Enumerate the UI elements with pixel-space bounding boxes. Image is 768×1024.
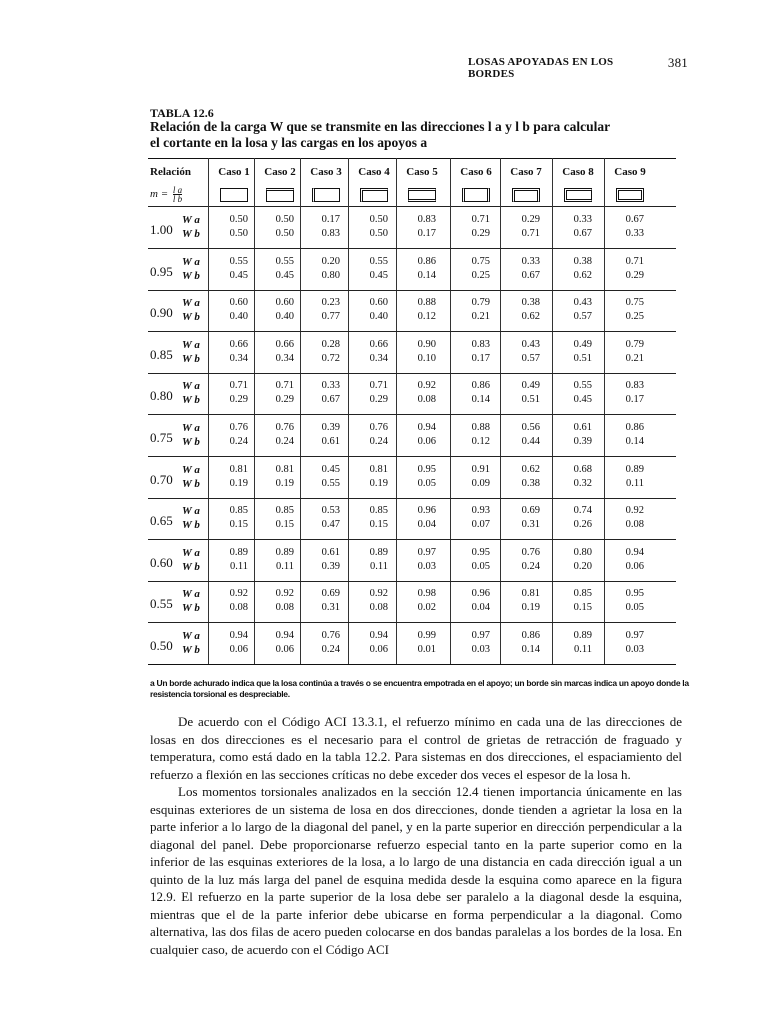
table-row [148,252,676,292]
wb-cell: 0.15 [229,519,248,531]
wb-cell: 0.11 [574,644,592,655]
case-3-diagram-icon [312,188,340,202]
case-1-diagram-icon [220,188,248,202]
wa-cell: 0.83 [625,380,644,392]
wa-cell: 0.38 [573,255,592,267]
wa-cell: 0.43 [573,297,592,309]
wb-cell: 0.26 [573,519,592,531]
wb-cell: 0.55 [321,477,340,489]
wb-cell: 0.15 [573,602,592,614]
wa-cell: 0.85 [573,588,592,600]
wb-cell: 0.31 [521,519,540,531]
ratio-m-value: 0.75 [150,430,173,445]
wa-cell: 0.79 [625,338,644,350]
wb-cell: 0.05 [417,477,436,489]
table-row [148,543,676,583]
case-7-diagram-icon [512,188,540,202]
wb-cell: 0.31 [321,602,340,614]
wb-cell: 0.83 [321,228,340,239]
wb-cell: 0.17 [417,228,436,239]
wb-cell: 0.04 [417,519,436,531]
header-rule [148,206,676,207]
wb-cell: 0.07 [471,519,490,531]
wa-cell: 0.39 [321,422,340,433]
wa-label: W a [182,422,200,434]
wb-cell: 0.06 [625,560,644,572]
body-text [150,713,682,958]
wa-cell: 0.75 [625,297,644,309]
running-title: LOSAS APOYADAS EN LOS BORDES [468,56,614,80]
table-row [148,418,676,458]
wa-cell: 0.76 [369,422,388,433]
ratio-m-value: 0.50 [150,638,173,653]
wb-cell: 0.03 [625,644,644,655]
wb-label: W b [182,560,200,573]
wa-label: W a [182,380,200,393]
row-rule [148,539,676,540]
wa-cell: 0.60 [275,297,294,309]
table-top-rule [148,158,676,159]
wa-cell: 0.88 [471,422,490,433]
col-header-case-2: Caso 2 [264,166,296,178]
table-row [148,376,676,416]
wb-cell: 0.19 [275,477,294,489]
table-footnote: a Un borde achurado indica que la losa continúa a través o se encuentra empotrada en el apoyo; un borde sin marcas indica un apoyo donde la resistencia torsional es despreciable. [150,678,689,699]
wb-cell: 0.03 [417,560,436,572]
wb-cell: 0.11 [370,560,388,572]
m-symbol: m = [150,188,169,201]
wb-cell: 0.62 [573,269,592,281]
wa-cell: 0.23 [321,297,340,309]
wb-cell: 0.12 [471,436,490,447]
wb-cell: 0.61 [321,436,340,447]
wb-cell: 0.14 [471,394,490,406]
wb-cell: 0.03 [471,644,490,655]
row-rule [148,622,676,623]
wb-cell: 0.08 [275,602,294,614]
wa-cell: 0.45 [321,463,340,475]
wa-cell: 0.61 [573,422,592,433]
wb-label: W b [182,228,200,240]
row-rule [148,581,676,582]
wa-cell: 0.67 [625,214,644,225]
wb-cell: 0.01 [417,644,436,655]
wa-cell: 0.33 [521,255,540,267]
wa-cell: 0.89 [369,546,388,558]
wb-cell: 0.47 [321,519,340,531]
wb-cell: 0.24 [229,436,248,447]
wb-cell: 0.34 [275,352,294,364]
wa-cell: 0.76 [321,630,340,641]
wa-cell: 0.83 [471,338,490,350]
wb-cell: 0.14 [625,436,644,447]
table-row [148,584,676,624]
case-5-diagram-icon [408,188,436,202]
wa-cell: 0.55 [275,255,294,267]
table-title: Relación de la carga W que se transmite en las direcciones l a y l b para calcular el cortante en la losa y las cargas en los apoyos a [150,119,610,150]
wb-cell: 0.10 [417,352,436,364]
wa-cell: 0.69 [321,588,340,600]
case-6-diagram-icon [462,188,490,202]
wa-cell: 0.28 [321,338,340,350]
wb-cell: 0.20 [573,560,592,572]
wb-cell: 0.15 [369,519,388,531]
col-header-case-6: Caso 6 [460,166,492,178]
wb-cell: 0.19 [369,477,388,489]
wb-cell: 0.06 [417,436,436,447]
wb-cell: 0.29 [471,228,490,239]
wb-cell: 0.51 [521,394,540,406]
ratio-m-value: 0.70 [150,471,173,487]
wa-cell: 0.89 [573,630,592,641]
wa-cell: 0.86 [471,380,490,392]
wa-cell: 0.81 [229,463,248,475]
wa-cell: 0.71 [625,255,644,267]
wb-cell: 0.19 [229,477,248,489]
table-row [148,460,676,500]
wa-cell: 0.92 [625,505,644,517]
wa-cell: 0.60 [369,297,388,309]
wb-cell: 0.08 [369,602,388,614]
m-fraction [173,186,182,203]
ratio-m-value: 0.60 [150,554,173,570]
wa-label: W a [182,255,200,268]
wa-cell: 0.94 [369,630,388,641]
wa-cell: 0.75 [471,255,490,267]
wa-cell: 0.94 [275,630,294,641]
wb-cell: 0.12 [417,311,436,323]
wb-cell: 0.11 [276,560,294,572]
wa-cell: 0.81 [275,463,294,475]
wa-cell: 0.86 [625,422,644,433]
wa-cell: 0.38 [521,297,540,309]
ratio-m-value: 0.85 [150,346,173,362]
wa-cell: 0.53 [321,505,340,517]
table-row [148,626,676,666]
wb-cell: 0.08 [229,602,248,614]
ratio-m-value: 0.80 [150,388,173,404]
row-rule [148,373,676,374]
wa-cell: 0.76 [521,546,540,558]
wa-cell: 0.90 [417,338,436,350]
wa-cell: 0.69 [521,505,540,517]
wa-cell: 0.94 [417,422,436,433]
wb-cell: 0.11 [626,477,644,489]
wb-cell: 0.62 [521,311,540,323]
wa-cell: 0.85 [369,505,388,517]
wa-cell: 0.76 [229,422,248,433]
wb-cell: 0.06 [275,644,294,655]
ratio-m-value: 0.90 [150,305,173,321]
wa-cell: 0.43 [521,338,540,350]
wb-label: W b [182,519,200,532]
wb-cell: 0.80 [321,269,340,281]
wa-cell: 0.49 [521,380,540,392]
wa-cell: 0.33 [573,214,592,225]
wa-cell: 0.60 [229,297,248,309]
wa-label: W a [182,588,200,601]
wb-cell: 0.72 [321,352,340,364]
row-rule [148,290,676,291]
wa-cell: 0.86 [521,630,540,641]
wa-cell: 0.74 [573,505,592,517]
wb-label: W b [182,644,200,656]
wb-cell: 0.45 [369,269,388,281]
row-rule [148,498,676,499]
wa-cell: 0.92 [229,588,248,600]
wb-cell: 0.29 [625,269,644,281]
wa-cell: 0.33 [321,380,340,392]
wa-cell: 0.94 [229,630,248,641]
row-rule [148,414,676,415]
wa-label: W a [182,505,200,518]
wb-cell: 0.51 [573,352,592,364]
col-header-case-9: Caso 9 [614,166,646,178]
wb-label: W b [182,602,200,615]
wb-cell: 0.11 [230,560,248,572]
wb-cell: 0.29 [369,394,388,406]
wa-cell: 0.71 [471,214,490,225]
wb-cell: 0.34 [229,352,248,364]
wa-cell: 0.79 [471,297,490,309]
wa-label: W a [182,463,200,476]
wb-cell: 0.67 [521,269,540,281]
wa-cell: 0.76 [275,422,294,433]
wa-cell: 0.89 [275,546,294,558]
wb-cell: 0.04 [471,602,490,614]
wa-cell: 0.88 [417,297,436,309]
col-header-relacion: Relación [150,166,191,178]
wa-cell: 0.97 [417,546,436,558]
table-label: TABLA 12.6 [150,106,214,120]
m-numerator: l a [172,185,183,195]
wa-cell: 0.55 [369,255,388,267]
wb-cell: 0.21 [471,311,490,323]
wb-cell: 0.15 [275,519,294,531]
table-row [148,335,676,375]
wb-cell: 0.38 [521,477,540,489]
wb-cell: 0.09 [471,477,490,489]
wa-cell: 0.95 [471,546,490,558]
wb-cell: 0.40 [369,311,388,323]
col-header-case-7: Caso 7 [510,166,542,178]
wa-cell: 0.56 [521,422,540,433]
row-rule [148,456,676,457]
wb-cell: 0.05 [471,560,490,572]
wa-cell: 0.98 [417,588,436,600]
case-9-diagram-icon [616,188,644,202]
paragraph-2: Los momentos torsionales analizados en la sección 12.4 tienen importancia únicamente en las esquinas exteriores de un sistema de losa en dos direcciones, donde tienden a agrietar la losa en la parte inferior a lo largo de la diagonal del panel, y en la parte superior en dirección perpendicular a la diagonal del panel. Debe proporcionarse refuerzo especial tanto en la parte superior como en la inferior de las esquinas exteriores de la losa, a lo largo de una distancia en cada dirección igual a un quinto de la luz más larga del panel de esquina medida desde la esquina como aparece en la figura 12.9. El refuerzo en la parte superior de la losa debe ser paralelo a la diagonal desde la esquina, mientras que el de la parte inferior debe ubicarse en forma perpendicular a la diagonal. Como alternativa, las dos filas de acero pueden colocarse en dos bandas paralelas a los bordes de la losa. En cualquier caso, de acuerdo con el Código ACI [150,784,682,957]
wb-cell: 0.33 [625,228,644,239]
wa-cell: 0.62 [521,463,540,475]
wb-cell: 0.02 [417,602,436,614]
wa-cell: 0.94 [625,546,644,558]
wa-cell: 0.85 [275,505,294,517]
wa-cell: 0.81 [369,463,388,475]
wa-label: W a [182,546,200,559]
wb-cell: 0.57 [521,352,540,364]
wb-cell: 0.50 [275,228,294,239]
wa-label: W a [182,297,200,310]
wa-cell: 0.86 [417,255,436,267]
col-header-case-8: Caso 8 [562,166,594,178]
wa-cell: 0.50 [275,214,294,225]
wb-cell: 0.08 [625,519,644,531]
wa-cell: 0.20 [321,255,340,267]
wb-cell: 0.45 [229,269,248,281]
wb-cell: 0.24 [275,436,294,447]
wa-cell: 0.85 [229,505,248,517]
m-definition [150,186,182,203]
wb-cell: 0.25 [625,311,644,323]
wb-cell: 0.71 [521,228,540,239]
row-rule [148,331,676,332]
wb-cell: 0.44 [521,436,540,447]
wb-cell: 0.17 [471,352,490,364]
wb-cell: 0.06 [369,644,388,655]
case-4-diagram-icon [360,188,388,202]
wb-label: W b [182,269,200,282]
wa-label: W a [182,214,200,226]
wa-cell: 0.66 [369,338,388,350]
wa-cell: 0.17 [321,214,340,225]
wb-cell: 0.24 [369,436,388,447]
ratio-m-value: 0.95 [150,263,173,279]
wb-cell: 0.77 [321,311,340,323]
running-head [468,56,688,80]
wb-cell: 0.19 [521,602,540,614]
wb-cell: 0.05 [625,602,644,614]
wa-cell: 0.61 [321,546,340,558]
wb-cell: 0.45 [573,394,592,406]
wa-cell: 0.68 [573,463,592,475]
wb-cell: 0.40 [229,311,248,323]
case-2-diagram-icon [266,188,294,202]
wa-cell: 0.29 [521,214,540,225]
wa-label: W a [182,630,200,642]
col-header-case-3: Caso 3 [310,166,342,178]
wb-cell: 0.32 [573,477,592,489]
wb-cell: 0.67 [573,228,592,239]
wa-cell: 0.92 [369,588,388,600]
page-number: 381 [667,55,688,70]
wb-cell: 0.24 [321,644,340,655]
m-denominator: l b [172,194,183,204]
wb-cell: 0.17 [625,394,644,406]
col-header-case-4: Caso 4 [358,166,390,178]
wa-cell: 0.66 [229,338,248,350]
row-rule [148,248,676,249]
wa-cell: 0.66 [275,338,294,350]
wb-label: W b [182,436,200,448]
table-row [148,210,676,250]
wa-cell: 0.80 [573,546,592,558]
wb-cell: 0.06 [229,644,248,655]
wb-cell: 0.57 [573,311,592,323]
wb-cell: 0.50 [229,228,248,239]
wa-cell: 0.71 [275,380,294,392]
ratio-m-value: 0.65 [150,513,173,529]
wb-cell: 0.21 [625,352,644,364]
ratio-m-value: 1.00 [150,222,173,237]
wb-cell: 0.45 [275,269,294,281]
wa-cell: 0.95 [625,588,644,600]
wa-label: W a [182,338,200,351]
wa-cell: 0.99 [417,630,436,641]
table-bottom-rule [148,664,676,665]
wb-cell: 0.39 [573,436,592,447]
paragraph-1: De acuerdo con el Código ACI 13.3.1, el refuerzo mínimo en cada una de las direcciones de losas en dos direcciones es el necesario para el control de grietas de retracción de fraguado y temperatura, como está dado en la tabla 12.2. Para sistemas en dos direcciones, el espaciamiento del refuerzo a flexión en las secciones críticas no debe exceder dos veces el espesor de la losa h. [150,714,682,782]
wb-cell: 0.24 [521,560,540,572]
wa-cell: 0.93 [471,505,490,517]
wb-cell: 0.50 [369,228,388,239]
table-row [148,501,676,541]
wb-cell: 0.34 [369,352,388,364]
wb-cell: 0.67 [321,394,340,406]
wb-label: W b [182,394,200,407]
wb-cell: 0.08 [417,394,436,406]
wa-cell: 0.81 [521,588,540,600]
wa-cell: 0.55 [229,255,248,267]
wa-cell: 0.89 [229,546,248,558]
wa-cell: 0.83 [417,214,436,225]
col-header-case-5: Caso 5 [406,166,438,178]
wa-cell: 0.89 [625,463,644,475]
wa-cell: 0.92 [417,380,436,392]
wb-label: W b [182,477,200,490]
wb-cell: 0.14 [417,269,436,281]
wb-label: W b [182,352,200,365]
wa-cell: 0.49 [573,338,592,350]
wa-cell: 0.97 [471,630,490,641]
wa-cell: 0.55 [573,380,592,392]
wb-cell: 0.25 [471,269,490,281]
col-header-case-1: Caso 1 [218,166,250,178]
wa-cell: 0.71 [369,380,388,392]
case-8-diagram-icon [564,188,592,202]
wb-cell: 0.39 [321,560,340,572]
wa-cell: 0.50 [229,214,248,225]
wa-cell: 0.71 [229,380,248,392]
wb-cell: 0.40 [275,311,294,323]
table-row [148,293,676,333]
wb-cell: 0.14 [521,644,540,655]
wb-cell: 0.29 [275,394,294,406]
wb-cell: 0.29 [229,394,248,406]
wa-cell: 0.96 [417,505,436,517]
wa-cell: 0.96 [471,588,490,600]
wa-cell: 0.91 [471,463,490,475]
wa-cell: 0.92 [275,588,294,600]
wa-cell: 0.50 [369,214,388,225]
wb-label: W b [182,311,200,324]
wa-cell: 0.95 [417,463,436,475]
wa-cell: 0.97 [625,630,644,641]
ratio-m-value: 0.55 [150,596,173,612]
